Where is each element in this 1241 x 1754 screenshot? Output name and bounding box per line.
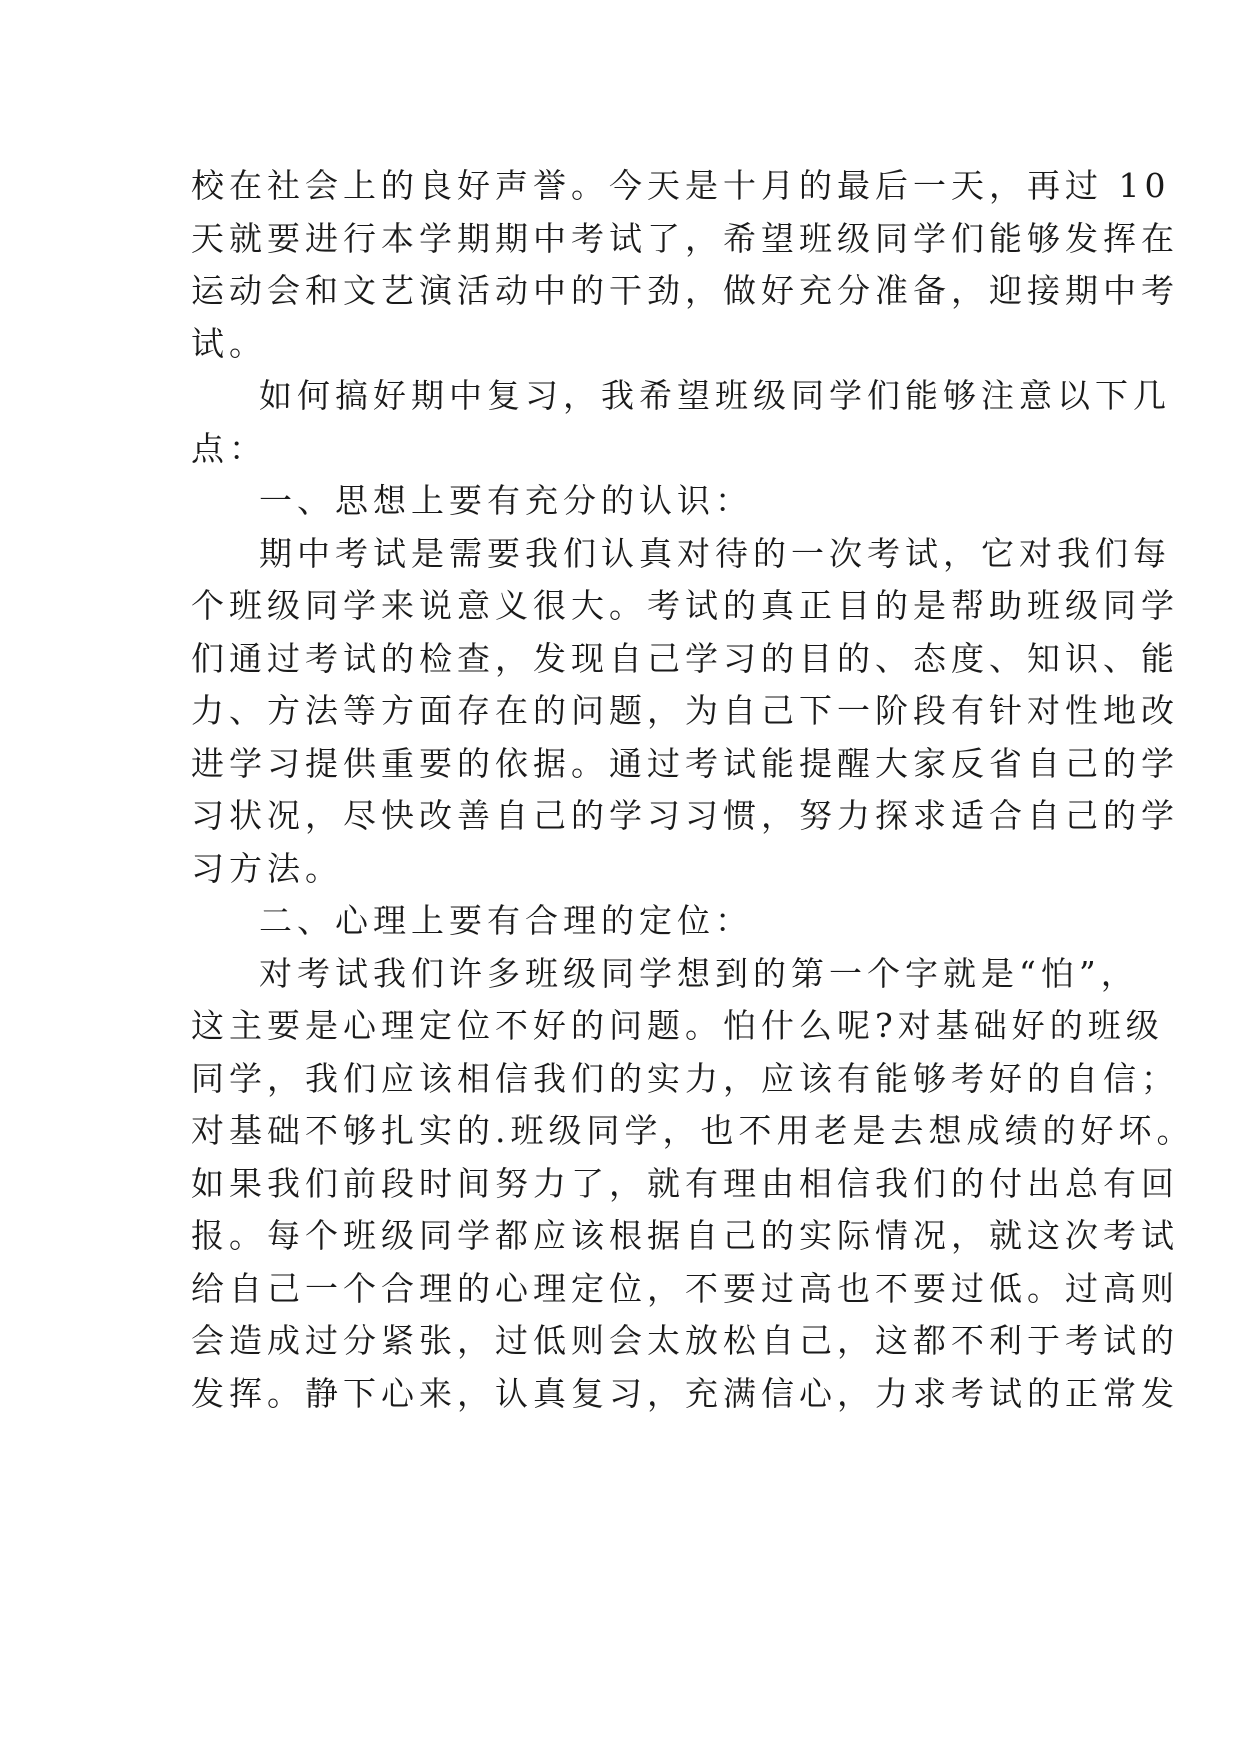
paragraph xyxy=(191,160,1179,370)
text-line: 同学，我们应该相信我们的实力，应该有能够考好的自信； xyxy=(191,1058,1179,1098)
text-line: 二、心理上要有合理的定位： xyxy=(259,901,753,940)
text-line: 个班级同学来说意义很大。考试的真正目的是帮助班级同学 xyxy=(191,586,1179,625)
text-line: 如何搞好期中复习，我希望班级同学们能够注意以下几 xyxy=(259,376,1171,415)
paragraph xyxy=(191,475,1065,528)
text-line: 发挥。静下心来，认真复习，充满信心，力求考试的正常发 xyxy=(191,1373,1179,1413)
text-line: 点： xyxy=(191,428,267,468)
text-line: 期中考试是需要我们认真对待的一次考试，它对我们每 xyxy=(259,533,1171,573)
text-line: 们通过考试的检查，发现自己学习的目的、态度、知识、能 xyxy=(191,638,1179,678)
text-line: 进学习提供重要的依据。通过考试能提醒大家反省自己的学 xyxy=(191,743,1179,783)
text-line: 会造成过分紧张，过低则会太放松自己，这都不利于考试的 xyxy=(191,1321,1179,1360)
text-line: 如果我们前段时间努力了，就有理由相信我们的付出总有回 xyxy=(191,1163,1179,1203)
text-line: 天就要进行本学期期中考试了，希望班级同学们能够发挥在 xyxy=(191,218,1179,258)
paragraph xyxy=(191,528,1179,896)
text-line: 习状况，尽快改善自己的学习习惯，努力探求适合自己的学 xyxy=(191,796,1179,835)
document-body xyxy=(191,160,1195,1420)
paragraph xyxy=(191,948,1195,1421)
text-line: 一、思想上要有充分的认识： xyxy=(259,481,753,520)
text-line: 对考试我们许多班级同学想到的第一个字就是“怕”， xyxy=(259,953,1139,993)
text-line: 运动会和文艺演活动中的干劲，做好充分准备，迎接期中考 xyxy=(191,271,1179,310)
text-line: 对基础不够扎实的.班级同学，也不用老是去想成绩的好坏。 xyxy=(191,1111,1195,1150)
paragraph xyxy=(191,895,1065,948)
text-line: 校在社会上的良好声誉。今天是十月的最后一天，再过 10 xyxy=(191,166,1171,205)
text-line: 力、方法等方面存在的问题，为自己下一阶段有针对性地改 xyxy=(191,691,1179,730)
text-line: 报。每个班级同学都应该根据自己的实际情况，就这次考试 xyxy=(191,1216,1179,1255)
text-line: 这主要是心理定位不好的问题。怕什么呢?对基础好的班级 xyxy=(191,1006,1164,1045)
text-line: 习方法。 xyxy=(191,848,343,888)
text-line: 给自己一个合理的心理定位，不要过高也不要过低。过高则 xyxy=(191,1268,1179,1308)
paragraph xyxy=(191,370,1171,475)
text-line: 试。 xyxy=(191,323,267,363)
